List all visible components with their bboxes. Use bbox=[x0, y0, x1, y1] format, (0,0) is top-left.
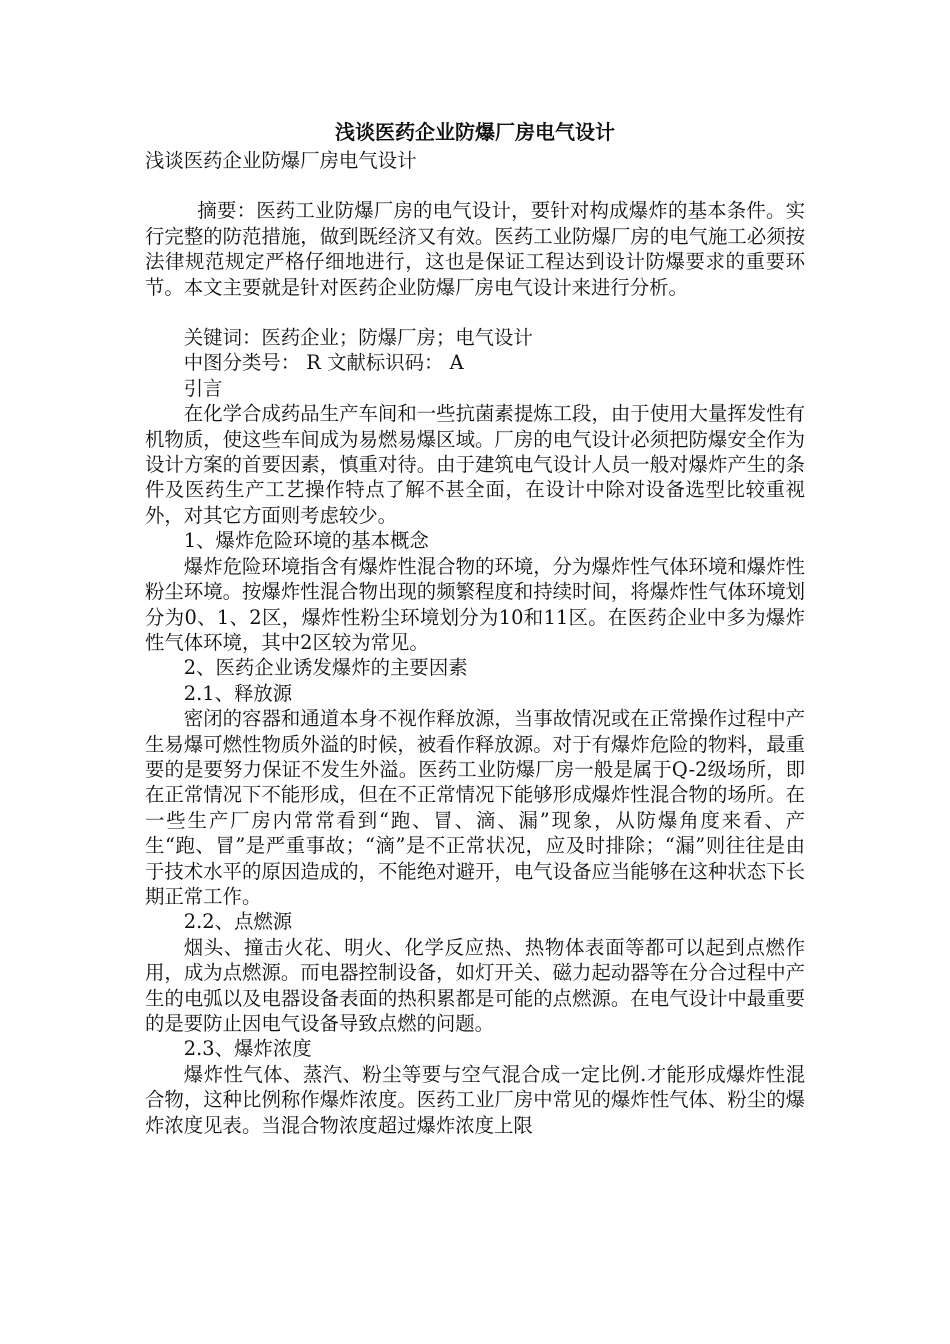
classification-line: 中图分类号： R 文献标识码： A bbox=[183, 351, 464, 375]
section-2-3-paragraph: 爆炸性气体、蒸汽、粉尘等要与空气混合成一定比例.才能形成爆炸性混合物，这种比例称作爆炸浓度。医药工业厂房中常见的爆炸性气体、粉尘的爆炸浓度见表。当混合物浓度超过爆炸浓度上限 bbox=[145, 1062, 805, 1137]
intro-paragraph: 在化学合成药品生产车间和一些抗菌素提炼工段，由于使用大量挥发性有机物质，使这些车间成为易燃易爆区域。厂房的电气设计必须把防爆安全作为设计方案的首要因素，慎重对待。由于建筑电气设计人员一般对爆炸产生的条件及医药生产工艺操作特点了解不甚全面，在设计中除对设备选型比较重视外，对其它方面则考虑较少。 bbox=[145, 402, 805, 527]
section-2-3-heading: 2.3、爆炸浓度 bbox=[183, 1037, 312, 1061]
section-1-paragraph: 爆炸危险环境指含有爆炸性混合物的环境，分为爆炸性气体环境和爆炸性粉尘环境。按爆炸性混合物出现的频繁程度和持续时间，将爆炸性气体环境划分为0、1、2区，爆炸性粉尘环境划分为10和11区。在医药企业中多为爆炸性气体环境，其中2区较为常见。 bbox=[145, 554, 805, 654]
document-title: 浅谈医药企业防爆厂房电气设计 bbox=[335, 120, 615, 144]
section-2-2-paragraph: 烟头、撞击火花、明火、化学反应热、热物体表面等都可以起到点燃作用，成为点燃源。而电器控制设备，如灯开关、磁力起动器等在分合过程中产生的电弧以及电器设备表面的热积累都是可能的点燃源。在电气设计中最重要的是要防止因电气设备导致点燃的问题。 bbox=[145, 935, 805, 1035]
section-2-1-heading: 2.1、释放源 bbox=[183, 681, 293, 705]
section-2-2-heading: 2.2、点燃源 bbox=[183, 910, 293, 934]
intro-heading: 引言 bbox=[183, 376, 223, 400]
spacer bbox=[145, 300, 805, 325]
section-1-heading: 1、爆炸危险环境的基本概念 bbox=[183, 529, 429, 553]
document-page bbox=[145, 118, 805, 1138]
document-subtitle: 浅谈医药企业防爆厂房电气设计 bbox=[145, 149, 417, 172]
section-2-heading: 2、医药企业诱发爆炸的主要因素 bbox=[183, 656, 468, 680]
spacer bbox=[145, 173, 805, 198]
keywords-line: 关键词：医药企业；防爆厂房；电气设计 bbox=[183, 326, 533, 350]
section-2-1-paragraph: 密闭的容器和通道本身不视作释放源，当事故情况或在正常操作过程中产生易爆可燃性物质外溢的时候，被看作释放源。对于有爆炸危险的物料，最重要的是要努力保证不发生外溢。医药工业防爆厂房一般是属于Q-2级场所，即在正常情况下不能形成，但在不正常情况下能够形成爆炸性混合物的场所。在一些生产厂房内常常看到“跑、冒、滴、漏”现象，从防爆角度来看、产生“跑、冒”是严重事故；“滴”是不正常状况，应及时排除；“漏”则往往是由于技术水平的原因造成的，不能绝对避开，电气设备应当能够在这种状态下长期正常工作。 bbox=[145, 707, 805, 908]
abstract-paragraph: 摘要：医药工业防爆厂房的电气设计，要针对构成爆炸的基本条件。实行完整的防范措施，做到既经济又有效。医药工业防爆厂房的电气施工必须按法律规范规定严格仔细地进行，这也是保证工程达到设计防爆要求的重要环节。本文主要就是针对医药企业防爆厂房电气设计来进行分析。 bbox=[145, 199, 805, 299]
